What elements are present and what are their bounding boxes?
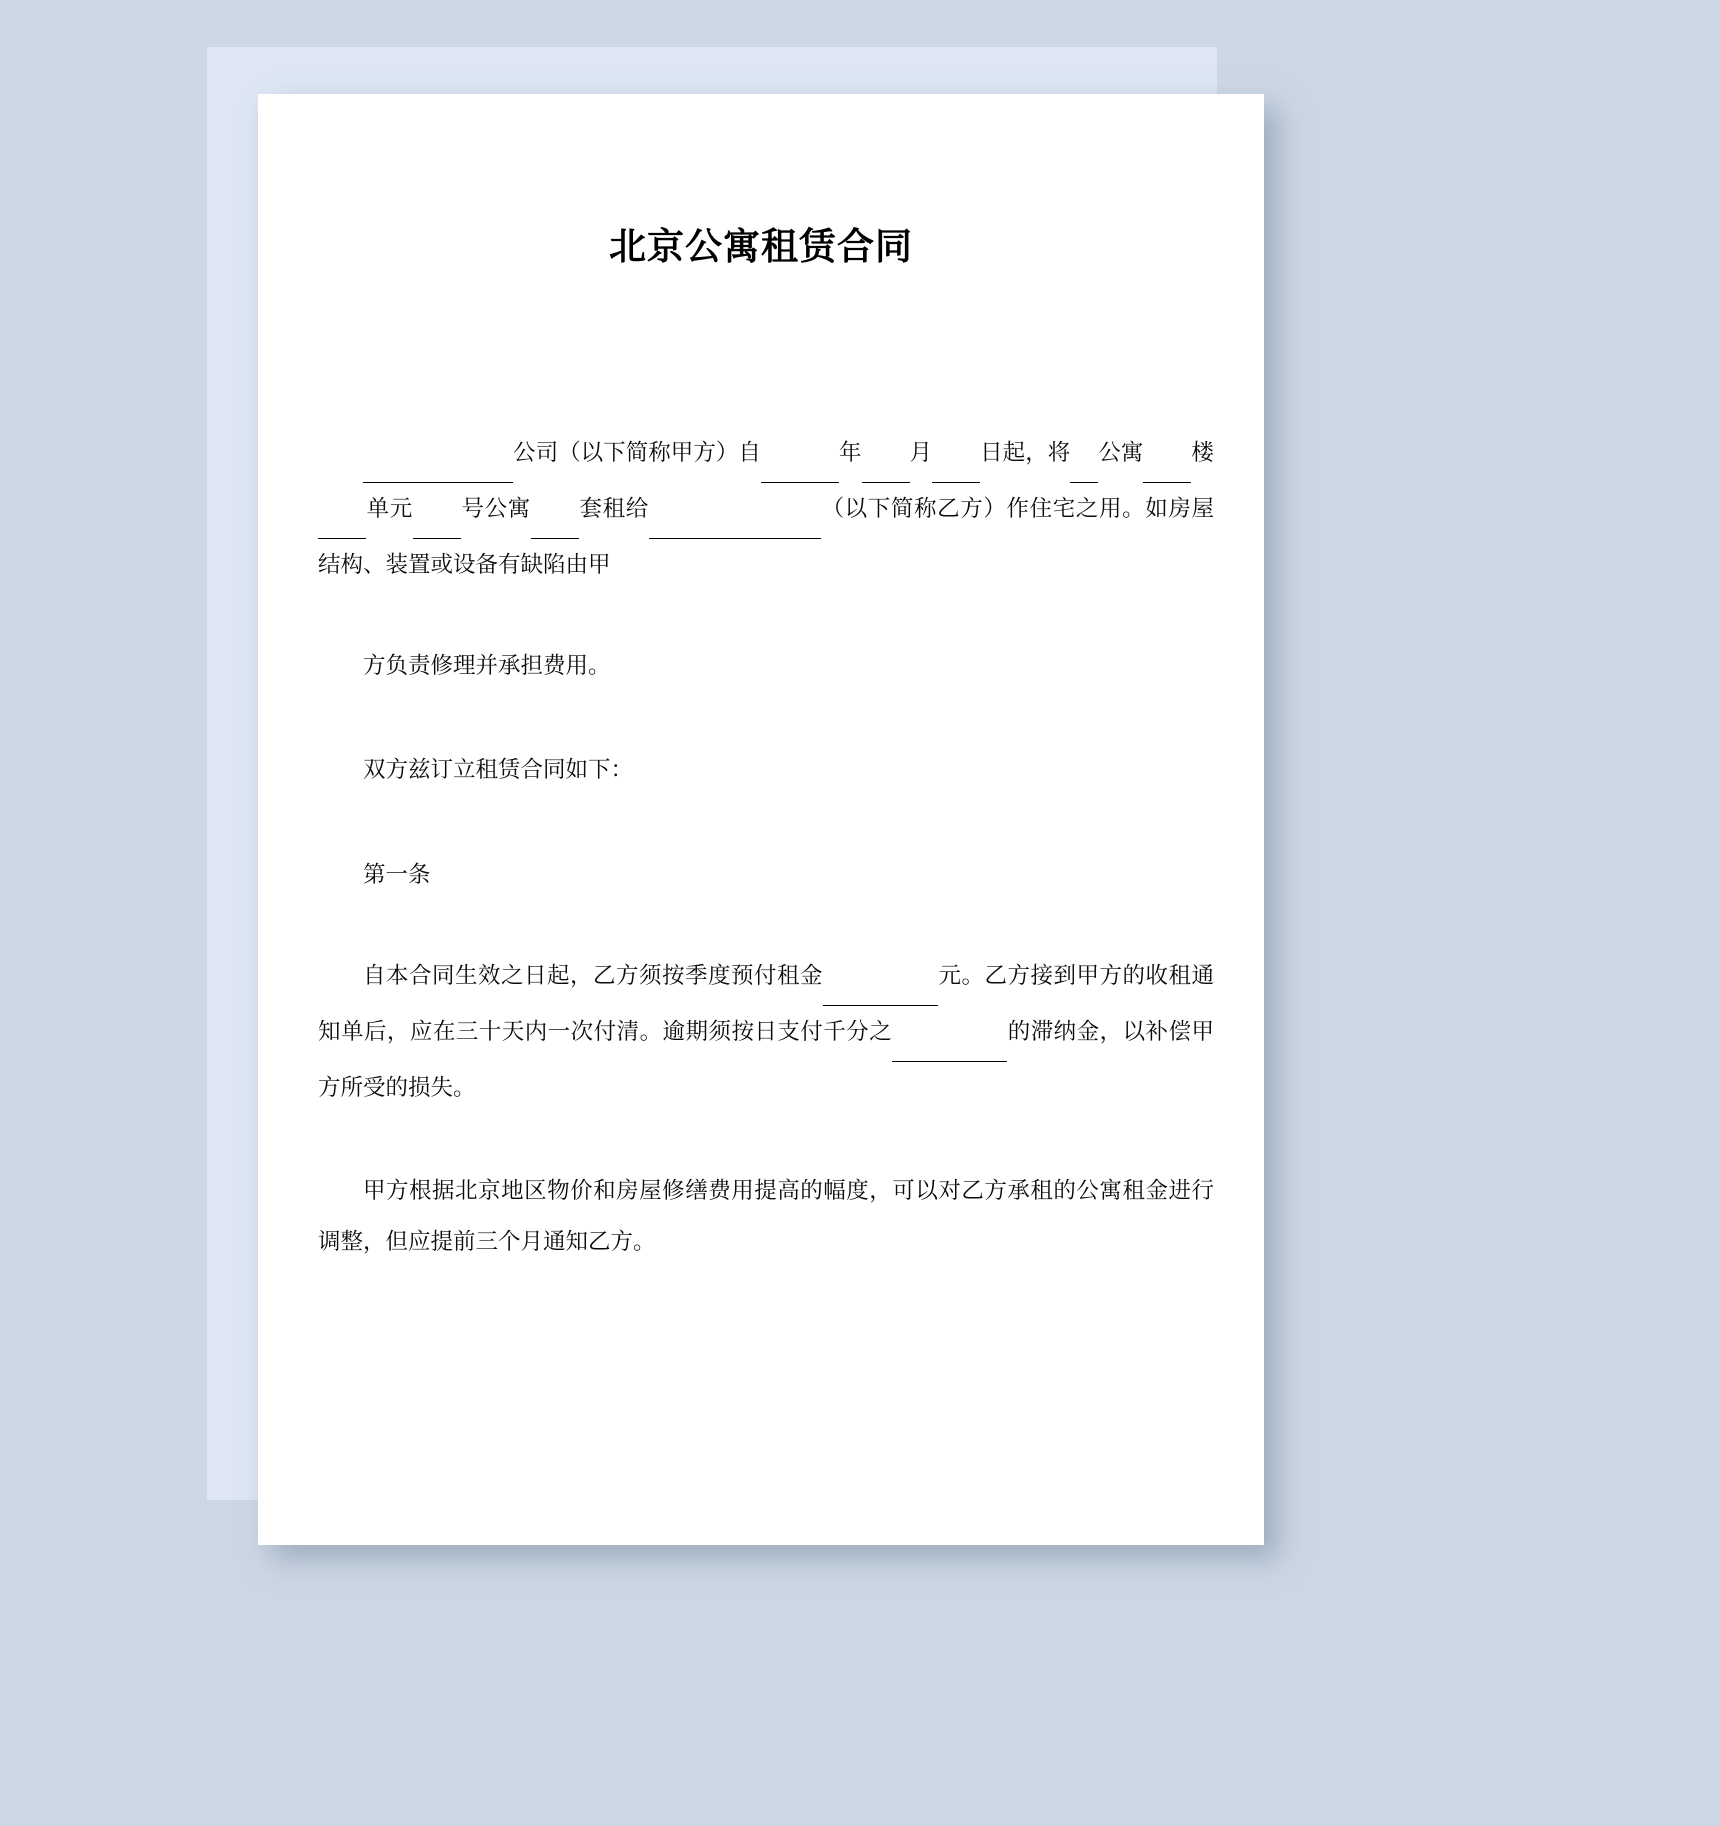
paragraph-article-heading (318, 849, 1214, 900)
paragraph-text-run: 单元 (366, 496, 413, 522)
paragraph-text-run: 公司（以下简称甲方）自 (513, 440, 761, 466)
spacer (318, 1113, 1214, 1165)
fill-in-blank[interactable] (892, 1010, 1007, 1062)
fill-in-blank[interactable] (649, 487, 821, 539)
document-page (258, 94, 1264, 1545)
document-body (258, 269, 1264, 1267)
fill-in-blank[interactable] (363, 431, 513, 483)
spacer (318, 900, 1214, 950)
paragraph-parties (318, 427, 1214, 590)
paragraph-text-run: 月 (909, 440, 933, 466)
fill-in-blank[interactable] (932, 431, 980, 483)
paragraph-text-run: 元。乙方接到甲方的收租通知单后，应在三十天内一次付清。逾期须按日支付千分之 (318, 963, 1214, 1045)
paragraph-text-run: 双方兹订立租赁合同如下： (363, 757, 634, 783)
paragraph-text-run: 年 (838, 440, 862, 466)
spacer (318, 269, 1214, 427)
paragraph-text-run: 自本合同生效之日起，乙方须按季度预付租金 (363, 963, 823, 989)
fill-in-blank[interactable] (1070, 431, 1098, 483)
paragraph-text-run: 甲方根据北京地区物价和房屋修缮费用提高的幅度，可以对乙方承租的公寓租金进行调整，但应提前三个月通知乙方。 (318, 1178, 1214, 1255)
paragraph-rent-terms (318, 950, 1214, 1113)
spacer (318, 590, 1214, 640)
fill-in-blank[interactable] (761, 431, 839, 483)
fill-in-blank[interactable] (862, 431, 910, 483)
spacer (318, 691, 1214, 744)
paragraph-text-run: （以下简称乙方）作住宅之用。如房屋结构、装置或设备有缺陷由甲 (318, 496, 1214, 578)
paragraph-text-run: 楼 (1191, 440, 1214, 466)
fill-in-blank[interactable] (531, 487, 579, 539)
paragraph-text-run: 第一条 (363, 862, 431, 888)
fill-in-blank[interactable] (413, 487, 461, 539)
page-title: 北京公寓租赁合同 (609, 226, 913, 267)
paragraph-text-run: 方负责修理并承担费用。 (363, 653, 611, 679)
fill-in-blank[interactable] (823, 954, 938, 1006)
paragraph-text-run: 日起，将 (980, 440, 1071, 466)
paragraph-text-run: 的滞纳金，以补偿甲方所受的损失。 (318, 1019, 1214, 1101)
paragraph-intro (318, 744, 1214, 795)
paragraph-text-run: 套租给 (578, 496, 649, 522)
fill-in-blank[interactable] (318, 487, 366, 539)
paragraph-rent-adjustment (318, 1165, 1214, 1267)
spacer (318, 795, 1214, 849)
paragraph-repair (318, 640, 1214, 691)
paragraph-text-run: 公寓 (1098, 440, 1144, 466)
fill-in-blank[interactable] (1143, 431, 1191, 483)
paragraph-text-run: 号公寓 (460, 496, 531, 522)
